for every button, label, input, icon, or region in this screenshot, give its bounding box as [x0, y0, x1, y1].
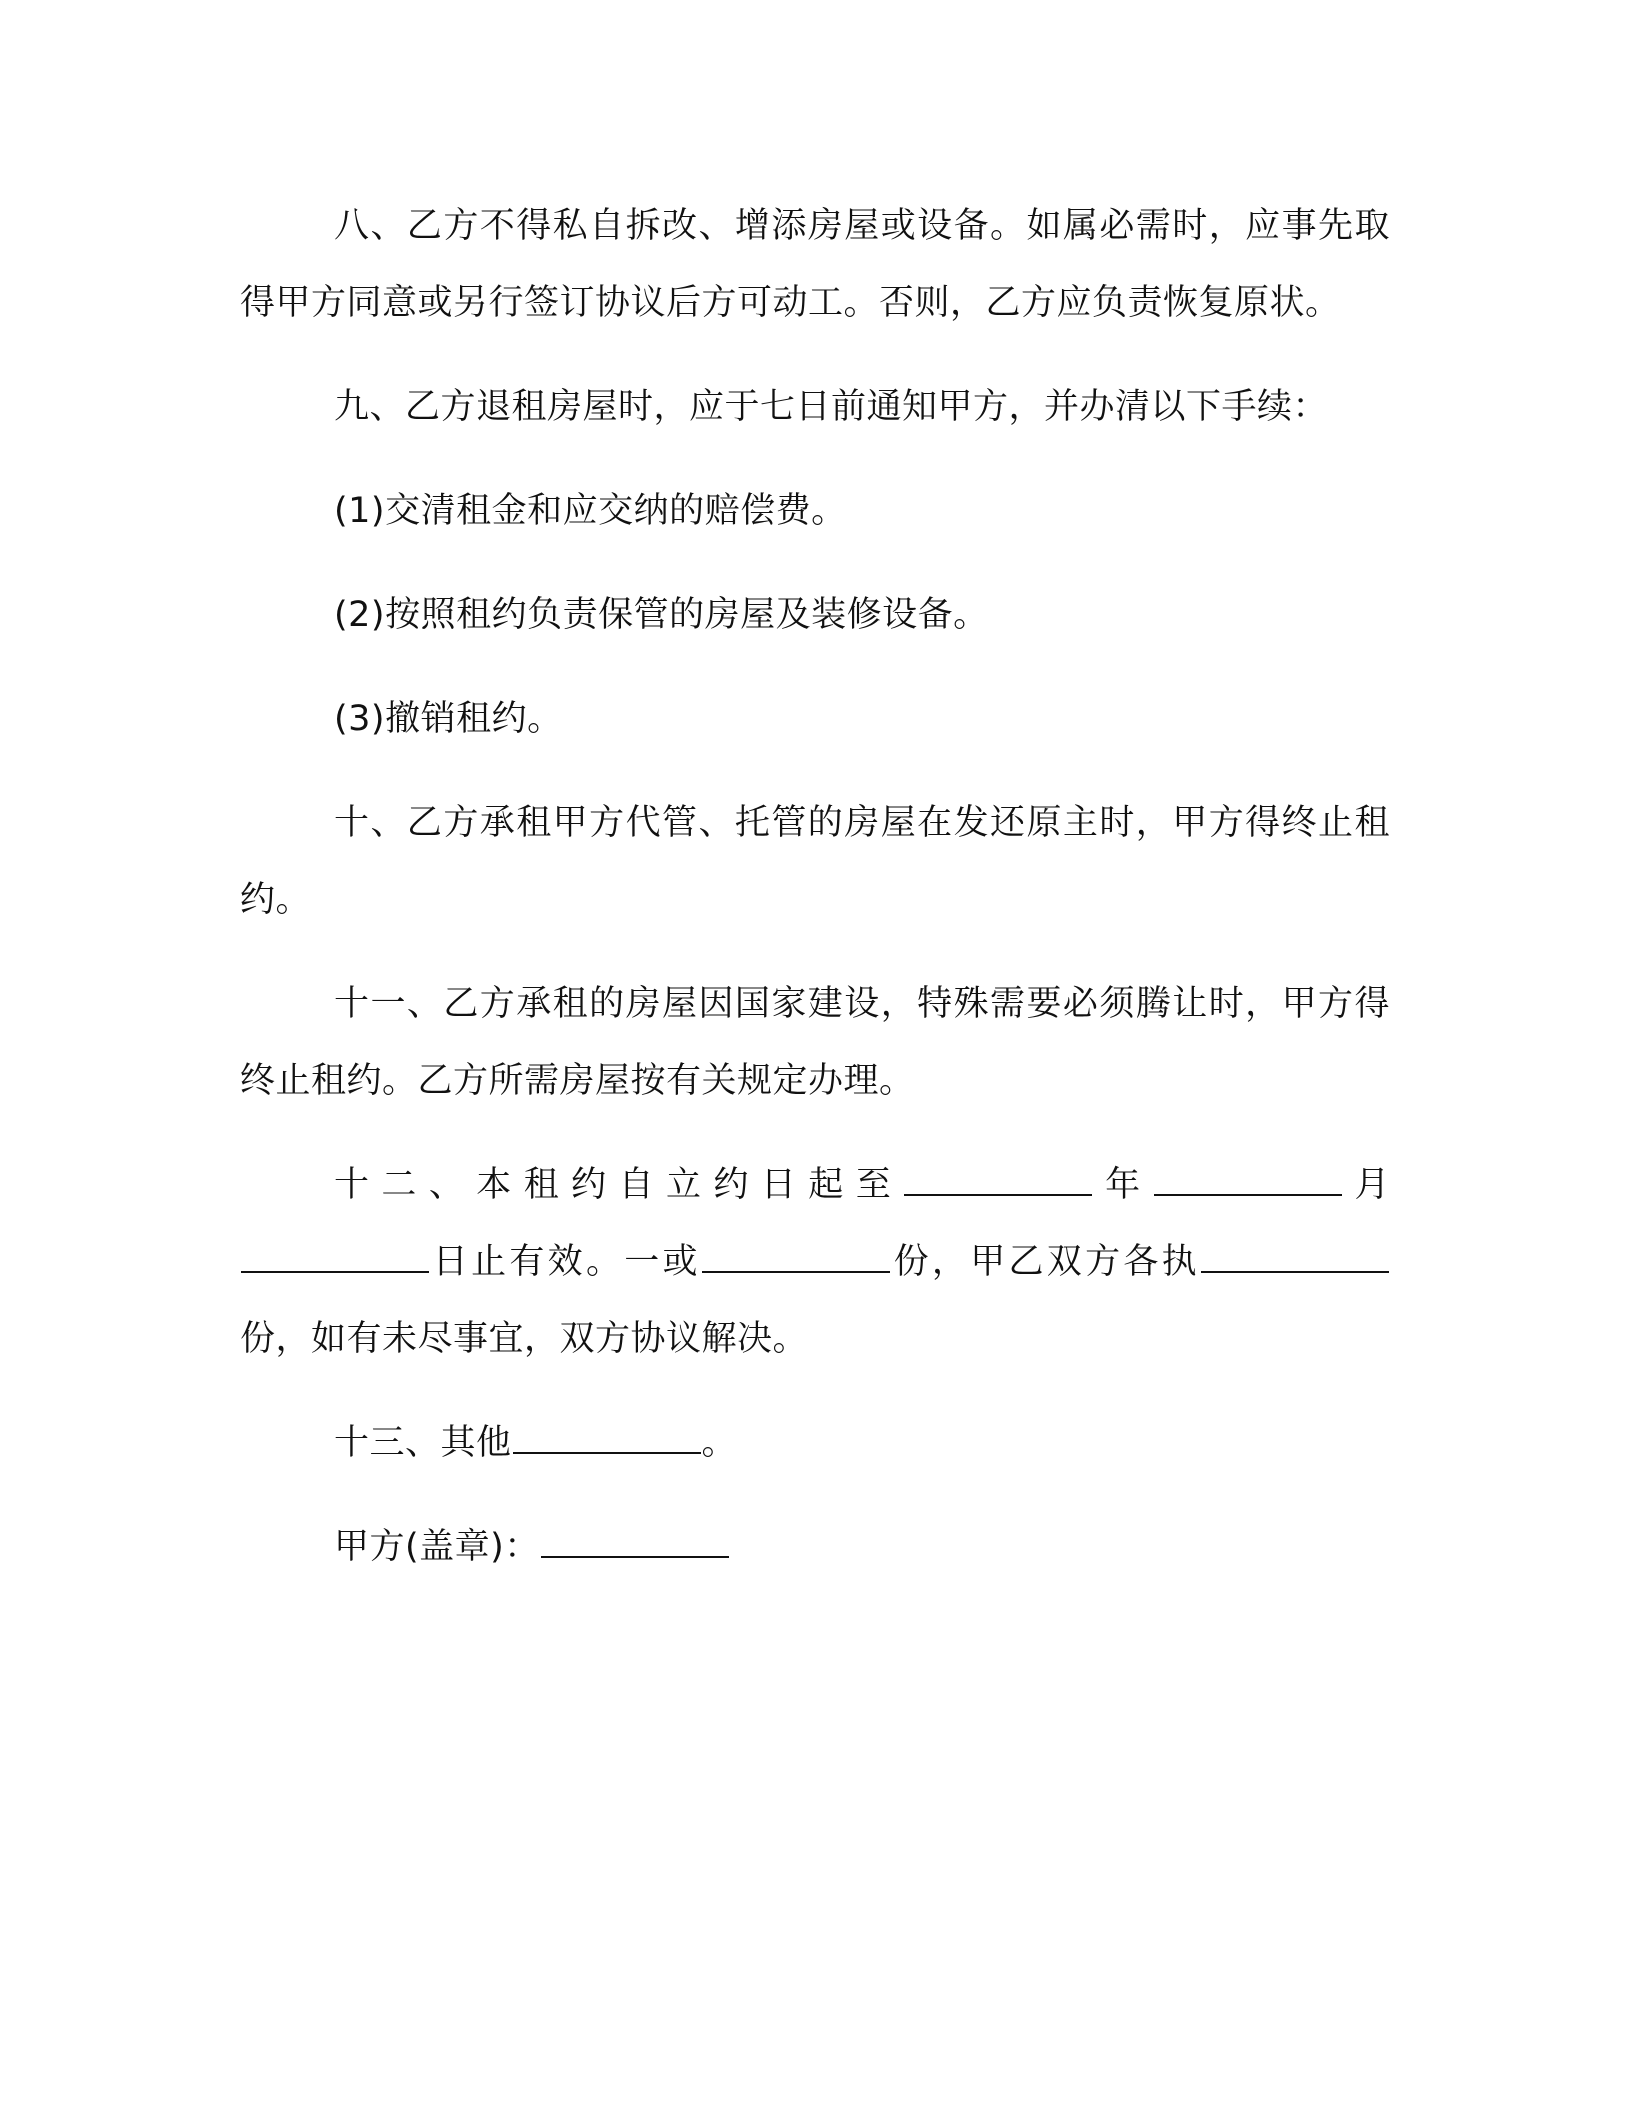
signature-party-a-label: 甲方(盖章)：: [334, 1527, 540, 1567]
blank-copies-total: [702, 1243, 890, 1273]
clause-12-text-2: 年: [1093, 1165, 1153, 1205]
clause-9-item-3: (3)撤销租约。: [334, 699, 563, 739]
clause-13-text-1: 十三、其他: [334, 1423, 512, 1463]
clause-13: [240, 1405, 1390, 1482]
clause-12: [240, 1147, 1390, 1378]
clause-13-text-2: 。: [701, 1423, 738, 1463]
clause-12-text-3: 月: [1342, 1165, 1390, 1205]
clause-12-text-6: 份，如有未尽事宜，双方协议解决。: [240, 1319, 809, 1359]
blank-other: [513, 1424, 701, 1454]
signature-party-a: [240, 1509, 1390, 1586]
clause-9: 九、乙方退租房屋时，应于七日前通知甲方，并办清以下手续：: [334, 387, 1329, 427]
clause-9-item-2: (2)按照租约负责保管的房屋及装修设备。: [334, 595, 989, 635]
blank-end-year: [904, 1166, 1092, 1196]
clause-8: 八、乙方不得私自拆改、增添房屋或设备。如属必需时，应事先取得甲方同意或另行签订协议后方可动工。否则，乙方应负责恢复原状。: [240, 206, 1390, 323]
clause-12-text-4: 日止有效。一或: [430, 1242, 701, 1282]
document-body: [240, 188, 1390, 1613]
blank-party-a-seal: [541, 1528, 729, 1558]
blank-end-day: [241, 1243, 429, 1273]
clause-11: 十一、乙方承租的房屋因国家建设，特殊需要必须腾让时，甲方得终止租约。乙方所需房屋按有关规定办理。: [240, 984, 1390, 1101]
clause-9-item-1: (1)交清租金和应交纳的赔偿费。: [334, 491, 847, 531]
clause-12-text-5: 份，甲乙双方各执: [890, 1242, 1200, 1282]
clause-12-text-1: 十二、本租约自立约日起至: [334, 1165, 904, 1205]
blank-end-month: [1154, 1166, 1342, 1196]
blank-copies-each: [1201, 1243, 1389, 1273]
clause-10: 十、乙方承租甲方代管、托管的房屋在发还原主时，甲方得终止租约。: [240, 803, 1390, 920]
